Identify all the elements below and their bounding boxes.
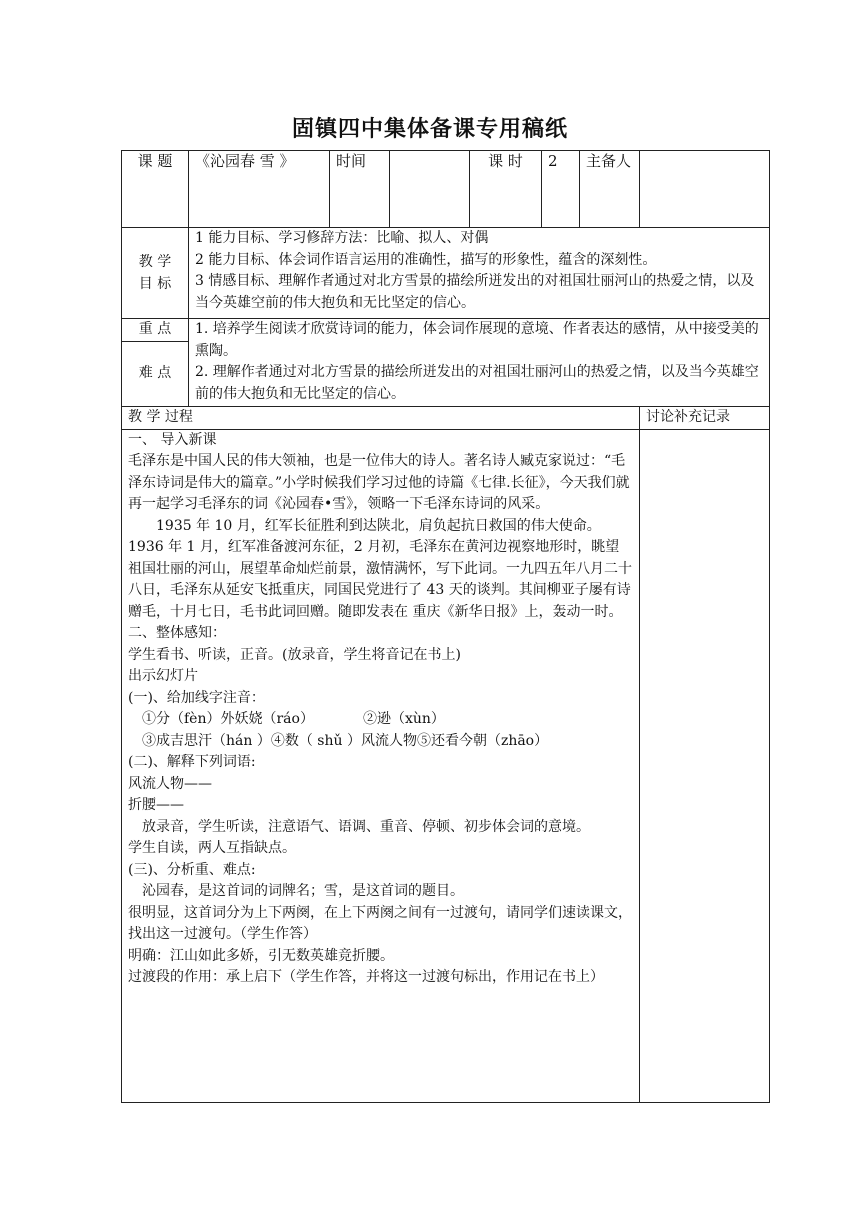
lesson-plan-table xyxy=(121,150,770,1103)
process-paragraph: 过渡段的作用：承上启下（学生作答，并将这一过渡句标出，作用记在书上） xyxy=(128,969,604,985)
objectives-label-line1: 教 学 xyxy=(138,254,172,270)
objective-line: 2 能力目标、体会词作语言运用的准确性，描写的形象性，蕴含的深刻性。 xyxy=(195,251,657,268)
process-paragraph: 学生自读，两人互指缺点。 xyxy=(128,840,296,856)
objective-line: 1 能力目标、学习修辞方法：比喻、拟人、对偶 xyxy=(195,230,489,246)
process-label: 教 学 过程 xyxy=(122,406,640,429)
process-paragraph: 很明显，这首词分为上下两阕，在上下两阕之间有一过渡句，请同学们速读课文，找出这一过渡句。（学生作答） xyxy=(128,904,632,942)
key-points-content xyxy=(189,319,770,407)
process-content xyxy=(122,429,640,1102)
time-label: 时间 xyxy=(330,151,390,228)
process-paragraph: 风流人物—— xyxy=(128,775,212,792)
process-paragraph: 二、整体感知： xyxy=(128,625,226,641)
process-paragraph: ①分（fèn）外妖娆（ráo） ②逊（xùn） xyxy=(142,711,445,727)
notes-label: 讨论补充记录 xyxy=(640,406,770,429)
topic-value: 《沁园春 雪 》 xyxy=(189,151,330,228)
key-point-line: 2. 理解作者通过对北方雪景的描绘所迸发出的对祖国壮丽河山的热爱之情，以及当今英雄空前的伟大抱负和无比坚定的信心。 xyxy=(195,364,759,402)
process-paragraph: (三)、分析重、难点: xyxy=(128,861,256,878)
period-label: 课 时 xyxy=(470,151,542,228)
process-paragraph: 赠毛，十月七日，毛书此词回赠。随即发表在 重庆《新华日报》上，轰动一时。 xyxy=(128,603,623,620)
process-paragraph: 沁园春，是这首词的词牌名；雪，是这首词的题目。 xyxy=(142,883,464,899)
header-row xyxy=(122,151,770,228)
preparer-label: 主备人 xyxy=(580,151,640,228)
process-paragraph: (二)、解释下列词语: xyxy=(128,754,256,770)
objectives-row xyxy=(122,228,770,319)
topic-label: 课 题 xyxy=(122,151,189,228)
key-point-line: 1. 培养学生阅读才欣赏诗词的能力，体会词作展现的意境、作者表达的感情，从中接受美的熏陶。 xyxy=(195,321,759,359)
objective-line: 3 情感目标、理解作者通过对北方雪景的描绘所迸发出的对祖国壮丽河山的热爱之情，以及当今英雄空前的伟大抱负和无比坚定的信心。 xyxy=(195,273,755,311)
process-row xyxy=(122,429,770,1102)
key-point-label: 重 点 xyxy=(122,319,189,342)
difficult-point-label: 难 点 xyxy=(122,341,189,406)
process-paragraph: 一、 导入新课 xyxy=(128,431,217,448)
process-paragraph: 放录音，学生听读，注意语气、语调、重音、停顿、初步体会词的意境。 xyxy=(142,818,590,835)
process-paragraph: ③成吉思汗（hán ）④数（ shǔ ）风流人物⑤还看今朝（zhāo） xyxy=(142,732,549,749)
time-value xyxy=(390,151,470,228)
process-paragraph: (一)、给加线字注音： xyxy=(128,689,265,706)
process-paragraph: 折腰—— xyxy=(128,797,184,813)
notes-content xyxy=(640,429,770,1102)
preparer-value xyxy=(640,151,770,228)
page-title: 固镇四中集体备课专用稿纸 xyxy=(291,117,568,142)
objectives-label xyxy=(122,228,189,319)
process-paragraph: 学生看书、听读，正音。(放录音，学生将音记在书上) xyxy=(128,646,461,663)
process-paragraph: 毛泽东是中国人民的伟大领袖，也是一位伟大的诗人。著名诗人臧克家说过：“毛泽东诗词是伟大的篇章。”小学时候我们学习过他的诗篇《七律.长征》，今天我们就再一起学习毛泽东的词《沁园春•雪》，领略一下毛泽东诗词的风采。 xyxy=(128,453,630,512)
process-paragraph: 1935 年 10 月，红军长征胜利到达陕北，肩负起抗日救国的伟大使命。1936 年 1 月，红军准备渡河东征，2 月初，毛泽东在黄河边视察地形时，眺望祖国壮丽的河山，展望革命灿烂前景，激情满怀，写下此词。一九四五年八月二十八日，毛泽东从延安飞抵重庆，同国民党进行了 43 天的谈判。其间柳亚子屡有诗 xyxy=(128,517,632,598)
key-point-row xyxy=(122,319,770,342)
process-paragraph: 出示幻灯片 xyxy=(128,668,198,684)
objectives-label-line2: 目 标 xyxy=(138,276,172,292)
process-header-row xyxy=(122,406,770,429)
process-paragraph: 明确：江山如此多娇，引无数英雄竞折腰。 xyxy=(128,947,394,964)
period-value: 2 xyxy=(542,151,580,228)
objectives-content xyxy=(189,228,770,319)
